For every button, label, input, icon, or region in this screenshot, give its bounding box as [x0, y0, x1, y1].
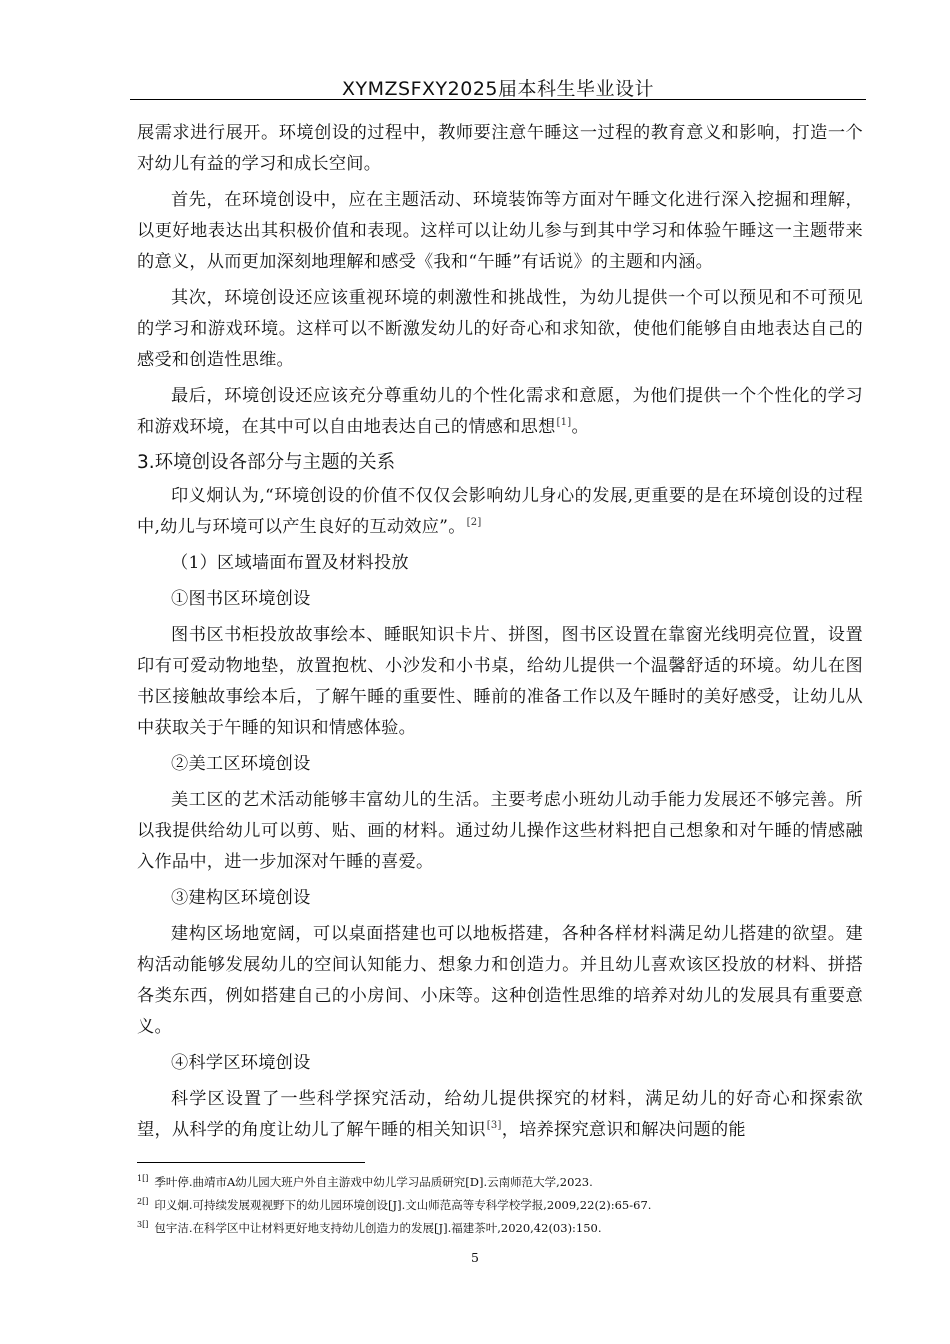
subheading-construction: ③建构区环境创设 — [171, 888, 311, 908]
paragraph-finally-text: 最后，环境创设还应该充分尊重幼儿的个性化需求和意愿，为他们提供一个个性化的学习和游戏环境，在其中可以自由地表达自己的情感和思想 — [137, 386, 863, 437]
section-heading: 3.环境创设各部分与主题的关系 — [137, 452, 396, 473]
paragraph-continued: 展需求进行展开。环境创设的过程中，教师要注意午睡这一过程的教育意义和影响，打造一个对幼儿有益的学习和成长空间。 — [137, 123, 863, 174]
footnote-item — [137, 1193, 863, 1214]
paragraph-finally — [137, 381, 863, 443]
footnotes — [137, 1170, 863, 1238]
paragraph-art: 美工区的艺术活动能够丰富幼儿的生活。主要考虑小班幼儿动手能力发展还不够完善。所以我提供给幼儿可以剪、贴、画的材料。通过幼儿操作这些材料把自己想象和对午睡的情感融入作品中，进一步加深对午睡的喜爱。 — [137, 790, 863, 872]
citation-1: [1] — [556, 417, 572, 429]
header-rule — [130, 99, 866, 100]
footnote-item — [137, 1216, 863, 1237]
footnote-rule — [137, 1162, 365, 1163]
paragraph-science — [137, 1084, 863, 1146]
footnote-item — [137, 1170, 863, 1191]
citation-3: [3] — [486, 1120, 502, 1132]
subheading-library: ①图书区环境创设 — [171, 589, 311, 609]
page-number: 5 — [471, 1250, 479, 1265]
footnote-mark: 3[] — [137, 1219, 149, 1229]
paragraph-finally-end: 。 — [571, 417, 589, 437]
footnote-text: 季叶停.曲靖市A幼儿园大班户外自主游戏中幼儿学习品质研究[D].云南师范大学,2023. — [154, 1174, 593, 1189]
running-header: XYMZSFXY2025届本科生毕业设计 — [342, 78, 654, 100]
paragraph-science-text: 科学区设置了一些科学探究活动，给幼儿提供探究的材料，满足幼儿的好奇心和探索欲望，从科学的角度让幼儿了解午睡的相关知识 — [137, 1089, 863, 1140]
body-text — [137, 118, 863, 1146]
paragraph-construction: 建构区场地宽阔，可以桌面搭建也可以地板搭建，各种各样材料满足幼儿搭建的欲望。建构活动能够发展幼儿的空间认知能力、想象力和创造力。并且幼儿喜欢该区投放的材料、拼搭各类东西，例如搭建自己的小房间、小床等。这种创造性思维的培养对幼儿的发展具有重要意义。 — [137, 924, 863, 1037]
paragraph-secondly: 其次，环境创设还应该重视环境的刺激性和挑战性，为幼儿提供一个可以预见和不可预见的学习和游戏环境。这样可以不断激发幼儿的好奇心和求知欲，使他们能够自由地表达自己的感受和创造性思维。 — [137, 288, 863, 370]
paragraph-firstly: 首先，在环境创设中，应在主题活动、环境装饰等方面对午睡文化进行深入挖掘和理解，以更好地表达出其积极价值和表现。这样可以让幼儿参与到其中学习和体验午睡这一主题带来的意义，从而更加深刻地理解和感受《我和“午睡”有话说》的主题和内涵。 — [137, 190, 863, 272]
paragraph-quote — [137, 481, 863, 543]
subheading-science: ④科学区环境创设 — [171, 1053, 311, 1073]
subheading-area-layout: （1）区域墙面布置及材料投放 — [171, 553, 409, 573]
paragraph-library: 图书区书柜投放故事绘本、睡眠知识卡片、拼图，图书区设置在靠窗光线明亮位置，设置印有可爱动物地垫，放置抱枕、小沙发和小书桌，给幼儿提供一个温馨舒适的环境。幼儿在图书区接触故事绘本后，了解午睡的重要性、睡前的准备工作以及午睡时的美好感受，让幼儿从中获取关于午睡的知识和情感体验。 — [137, 625, 863, 738]
citation-2: [2] — [466, 517, 482, 529]
footnote-mark: 2[] — [137, 1196, 149, 1206]
paragraph-science-end: ，培养探究意识和解决问题的能 — [501, 1120, 746, 1140]
paragraph-quote-text: 印义炯认为,“环境创设的价值不仅仅会影响幼儿身心的发展,更重要的是在环境创设的过程中,幼儿与环境可以产生良好的互动效应”。 — [137, 486, 863, 537]
footnote-text: 印义炯.可持续发展观视野下的幼儿园环境创设[J].文山师范高等专科学校学报,2009,22(2):65-67. — [154, 1197, 652, 1212]
footnote-text: 包宇洁.在科学区中让材料更好地支持幼儿创造力的发展[J].福建茶叶,2020,42(03):150. — [154, 1220, 602, 1235]
subheading-art: ②美工区环境创设 — [171, 754, 311, 774]
footnote-mark: 1[] — [137, 1174, 149, 1183]
